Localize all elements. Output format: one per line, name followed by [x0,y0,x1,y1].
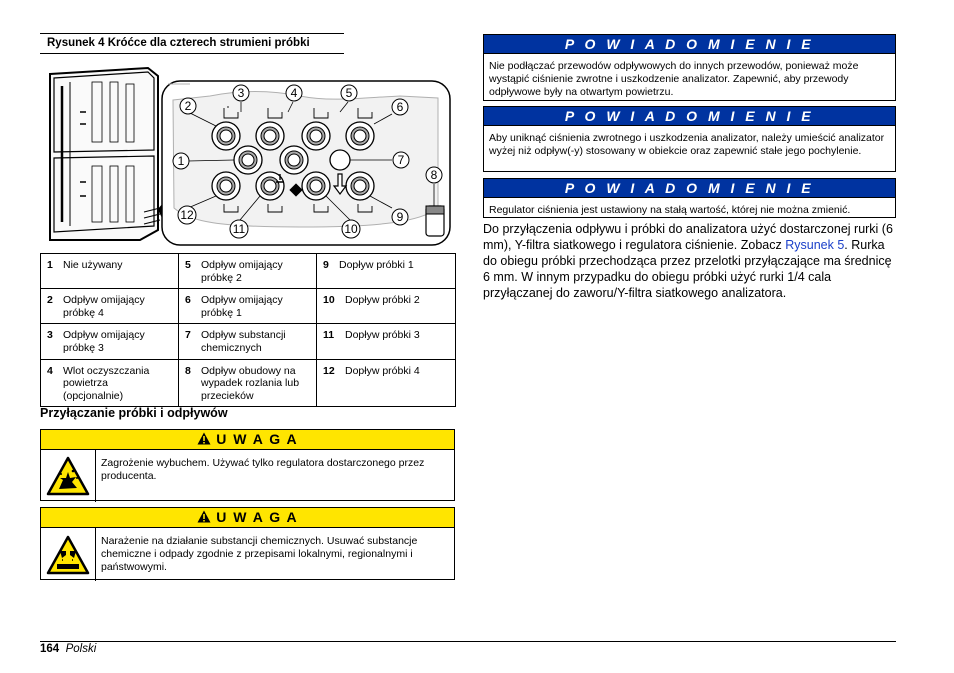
warning-text: Narażenie na działanie substancji chemicznych. Usuwać substancje chemiczne i odpady zgodnie z przepisami lokalnymi, regionalnymi i państwowymi. [101,535,418,574]
page-footer [40,643,96,655]
top-rule-left [40,33,344,34]
notice-header: P O W I A D O M I E N I E [484,179,895,198]
warning-text: Zagrożenie wybuchem. Używać tylko regulatora dostarczonego przez producenta. [101,457,425,483]
callout-12 [178,206,196,224]
callout-8-label: 8 [430,168,438,182]
callout-3-label: 3 [237,86,245,100]
body-paragraph [483,222,898,301]
figure-title: Rysunek 4 Króćce dla czterech strumieni próbki [47,37,310,49]
callout-10 [342,220,360,238]
callout-9-label: 9 [396,210,404,224]
callout-1-label: 1 [177,154,185,168]
legend-cell-4: 4 Wlot oczyszczania powietrza (opcjonalnie) [41,359,179,407]
figure-legend-table [40,253,456,407]
warning-triangle-icon [197,510,211,523]
legend-cell-8: 8 Odpływ obudowy na wypadek rozlania lub przecieków [179,359,317,407]
explosion-hazard-icon [46,456,90,496]
notice-box-pressure-regulator [483,178,896,218]
footer-language: Polski [65,643,97,655]
warning-header [41,508,454,528]
callout-5-label: 5 [345,86,353,100]
legend-cell-1: 1 Nie używany [41,254,179,289]
callout-5 [341,85,357,101]
case-drain-fitting [426,206,444,236]
callout-4-label: 4 [290,86,298,100]
legend-cell-7: 7 Odpływ substancji chemicznych [179,324,317,359]
footer-rule [40,641,896,642]
legend-cell-5: 5 Odpływ omijający próbkę 2 [179,254,317,289]
callout-2 [180,98,196,114]
notice-box-drain-lines [483,34,896,101]
notice-header: P O W I A D O M I E N I E [484,107,895,126]
section-title: Przyłączanie próbki i odpływów [40,406,228,420]
notice-text: Aby uniknąć ciśnienia zwrotnego i uszkodzenia analizator, należy umieścić analizator wyżej niż odpływ(-y) stosowany w obiekcie oraz zapewnić stałe jego pochylenie. [489,132,885,158]
legend-cell-11: 11 Dopływ próbki 3 [317,324,456,359]
callout-2-label: 2 [184,99,192,113]
chemical-hazard-icon [46,535,90,575]
callout-4 [286,85,302,101]
callout-6-label: 6 [396,100,404,114]
warning-box-explosion [40,429,455,501]
warning-triangle-icon [197,432,211,445]
legend-cell-6: 6 Odpływ omijający próbkę 1 [179,289,317,324]
legend-cell-3: 3 Odpływ omijający próbkę 3 [41,324,179,359]
notice-text: Regulator ciśnienia jest ustawiony na stałą wartość, której nie można zmienić. [489,204,851,216]
callout-9 [392,209,408,225]
page-number: 164 [40,643,60,655]
table-row [41,359,456,407]
legend-cell-2: 2 Odpływ omijający próbkę 4 [41,289,179,324]
callout-8 [426,167,442,183]
figure-title-rule [40,53,344,54]
table-row [41,254,456,289]
callout-1 [173,153,189,169]
callout-6 [392,99,408,115]
warning-label: U W A G A [216,431,299,447]
warning-icon-cell [41,450,96,502]
callout-12-label: 12 [180,208,194,222]
body-text-end: . Rurka do obiegu próbki przechodząca przez przelotki przyłączające ma średnicę 6 mm. W innym przypadku do obiegu próbki użyć rurki 1/4 cala przyłączanej do zaworu/Y-filtra siatkowego analizatora. [483,237,892,300]
notice-header: P O W I A D O M I E N I E [484,35,895,54]
analyzer-enclosure [50,68,180,240]
legend-cell-9: 9 Dopływ próbki 1 [317,254,456,289]
callout-11-label: 11 [232,222,246,236]
table-row [41,289,456,324]
callout-7 [393,152,409,168]
legend-cell-12: 12 Dopływ próbki 4 [317,359,456,407]
warning-icon-cell [41,528,96,581]
table-row [41,324,456,359]
figure-5-link[interactable]: Rysunek 5 [785,237,845,252]
notice-box-back-pressure [483,106,896,172]
notice-text: Nie podłączać przewodów odpływowych do innych przewodów, ponieważ może wystąpić ciśnienie zwrotne i uszkodzenie analizator. Zapewnić, aby przewody odpływowe były na otwartym powietrzu. [489,60,859,99]
figure-drawing [40,62,455,248]
callout-7-label: 7 [397,153,405,167]
body-text-start: Do przyłączenia odpływu i próbki do analizatora użyć dostarczonej rurki (6 mm), Y-filtra siatkowego i regulatora ciśnienie. Zobacz [483,222,893,252]
warning-label: U W A G A [216,509,299,525]
warning-box-chemical [40,507,455,580]
warning-header [41,430,454,450]
legend-cell-10: 10 Dopływ próbki 2 [317,289,456,324]
callout-11 [230,220,248,238]
callout-3 [233,85,249,101]
callout-10-label: 10 [344,222,358,236]
